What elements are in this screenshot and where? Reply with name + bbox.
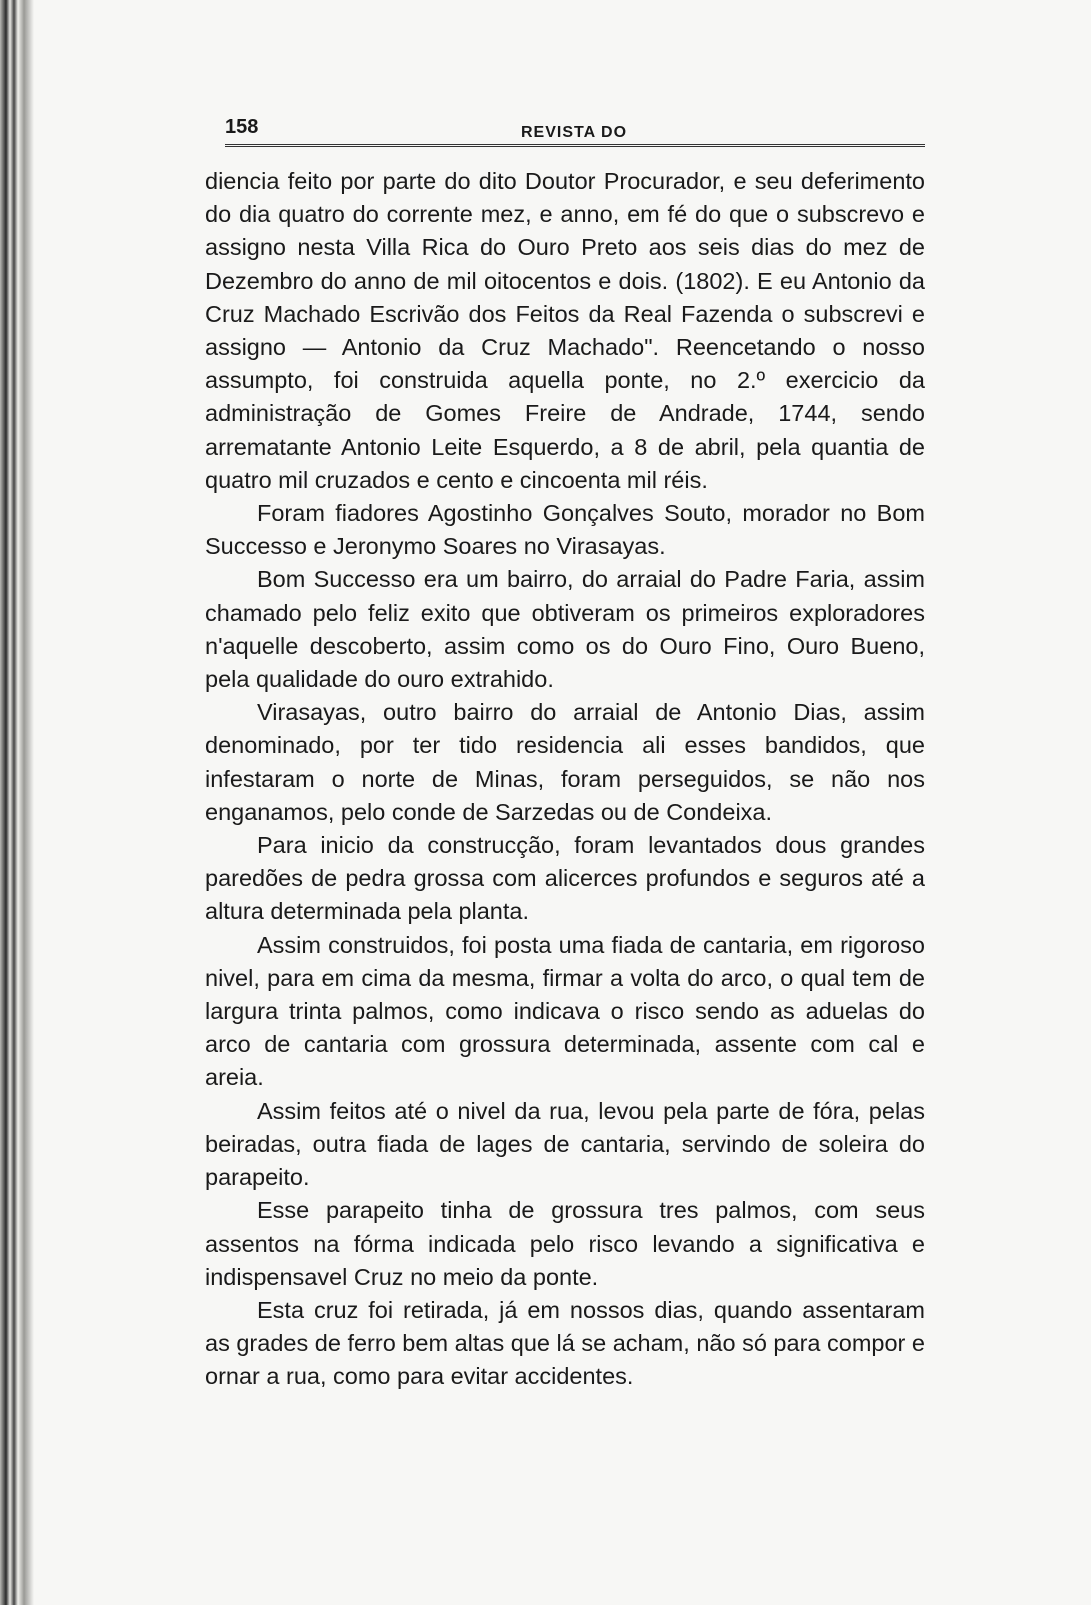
paragraph-6: Assim construidos, foi posta uma fiada de cantaria, em rigoroso nivel, para em cima da mesma, firmar a volta do arco, o qual tem de largura trinta palmos, como indicava o risco sendo as aduelas do arco de cantaria com grossura determinada, assente com cal e areia. (205, 931, 925, 1091)
paragraph-4: Virasayas, outro bairro do arraial de Antonio Dias, assim denominado, por ter tido residencia ali esses bandidos, que infestaram o norte de Minas, foram perseguidos, se não nos enganamos, pelo conde de Sarzedas ou de Condeixa. (205, 699, 925, 825)
paragraph-7: Assim feitos até o nivel da rua, levou pela parte de fóra, pelas beiradas, outra fiada de lages de cantaria, servindo de soleira do parapeito. (205, 1097, 925, 1191)
paragraph-3: Bom Successo era um bairro, do arraial do Padre Faria, assim chamado pelo feliz exito que obtiveram os primeiros exploradores n'aquelle descoberto, assim como os do Ouro Fino, Ouro Bueno, pela qualidade do ouro extrahido. (205, 566, 925, 693)
body-text (205, 165, 925, 1394)
paragraph-9: Esta cruz foi retirada, já em nossos dias, quando assentaram as grades de ferro bem altas que lá se acham, não só para compor e ornar a rua, como para evitar accidentes. (205, 1296, 925, 1390)
running-title: REVISTA DO (521, 124, 628, 141)
paragraph-2: Foram fiadores Agostinho Gonçalves Souto, morador no Bom Successo e Jeronymo Soares no Virasayas. (205, 500, 925, 560)
paragraph-5: Para inicio da construcção, foram levantados dous grandes paredões de pedra grossa com alicerces profundos e seguros até a altura determinada pela planta. (205, 832, 925, 925)
page-number: 158 (225, 116, 259, 138)
book-binding-edge (0, 0, 34, 1605)
paragraph-1: diencia feito por parte do dito Doutor Procurador, e seu deferimento do dia quatro do corrente mez, e anno, em fé do que o subscrevo e assigno nesta Villa Rica do Ouro Preto aos seis dias do mez de Dezembro do anno de mil oitocentos e dois. (1802). E eu Antonio da Cruz Machado Escrivão dos Feitos da Real Fazenda o subscrevi e assigno — Antonio da Cruz Machado". Reencetando o nosso assumpto, foi construida aquella ponte, no 2.º exercicio da administração de Gomes Freire de Andrade, 1744, sendo arrematante Antonio Leite Esquerdo, a 8 de abril, pela quantia de quatro mil cruzados e cento e cincoenta mil réis. (205, 168, 925, 493)
paragraph-8: Esse parapeito tinha de grossura tres palmos, com seus assentos na fórma indicada pelo risco levando a significativa e indispensavel Cruz no meio da ponte. (205, 1197, 925, 1290)
page-header (225, 110, 925, 147)
document-page (205, 110, 925, 1394)
